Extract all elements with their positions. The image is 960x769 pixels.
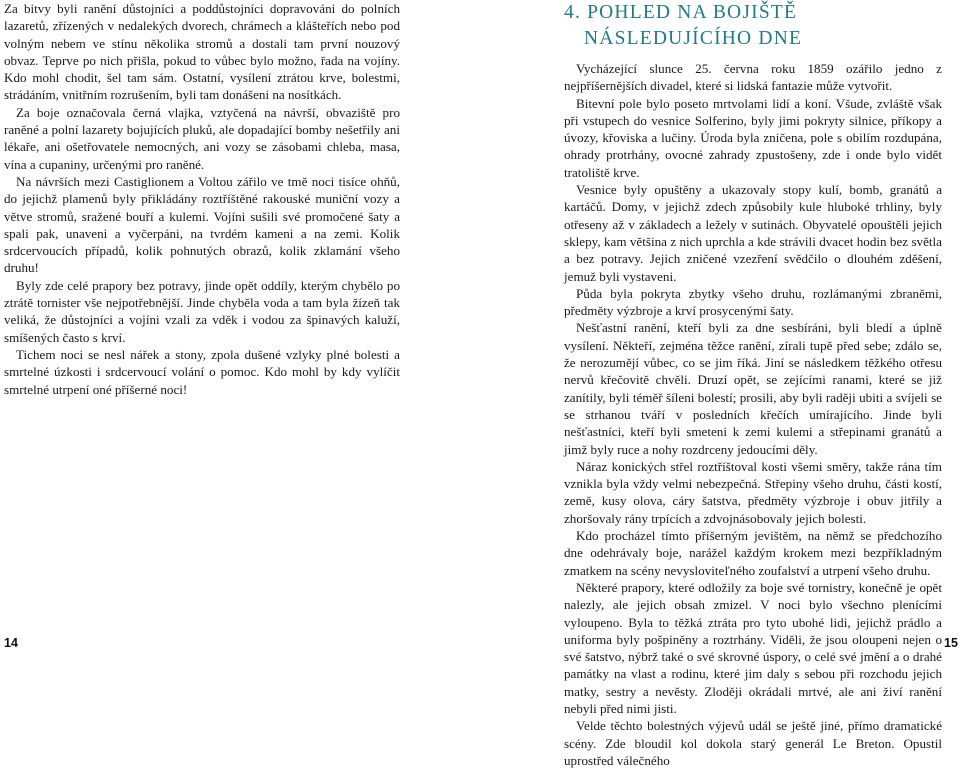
chapter-heading-line1: 4. POHLED NA BOJIŠTĚ [564, 2, 798, 23]
paragraph: Kdo procházel tímto příšerným jevištěm, na němž se předchozího dne odehrávaly boje, narážel každým krokem mezi bezpříkladným zmatkem na scény nevysloviteľného zoufalství a utrpení všeho druhu. [564, 528, 942, 578]
page-number: 15 [944, 636, 958, 650]
paragraph: Vycházející slunce 25. června roku 1859 ozářilo jedno z nejpříšernějších divadel, které si lidská fantazie může vytvořit. [564, 61, 942, 94]
paragraph: Za bitvy byli ranění důstojníci a poddůstojníci dopravováni do polních lazaretů, zřízených v nedalekých dvorech, chrámech a klášteřích nebo pod volným nebem ve stínu několika stromů a dostali tam první nouzový obvaz. Teprve po nich přišla, pokud to vůbec bylo možno, řada na vojíny. Kdo mohl chodit, šel tam sám. Ostatní, vysílení ztrátou krve, bolestmi, strádáním, vnitřním rozrušením, byli tam donášeni na nosítkách. [4, 1, 400, 103]
paragraph: Tichem noci se nesl nářek a stony, zpola dušené vzlyky plné bolesti a smrtelné úzkosti i srdcervoucí volání o pomoc. Kdo mohl by kdy vylíčit smrtelné utrpení oné příšerné noci! [4, 346, 400, 397]
chapter-heading [564, 0, 944, 52]
paragraph: Za boje označovala černá vlajka, vztyčená na návrší, obvaziště pro raněné a polní lazarety bojujících pluků, ale dopadající bomby nešetřily ani lékaře, ani ošetřovatele nemocných, ani vozy se zásobami chleba, masa, vína a cupaniny, určenými pro raněné. [4, 104, 400, 172]
paragraph: Nešťastní ranění, kteří byli za dne sesbíráni, byli bledí a úplně vysílení. Někteří, zejména těžce ranění, zírali tupě před sebe; zdálo se, že nerozumějí vůbec, co se jim říká. Jiní se následkem těžkého otřesu nervů křečovitě chvěli. Druzí opět, se zejícími ranami, které se již zanítily, byli téměř šíleni bolestí; prosili, aby byli raději ubiti a svíjeli se se strhanou tváří v posledních křečích umírajícího. Jinde byli nešťastníci, kteří byli smeteni k zemi kulemi a střepinami granátů a jimž byly ruce a nohy rozdrceny jedoucími děly. [564, 320, 942, 457]
chapter-heading-line2: NÁSLEDUJÍCÍHO DNE [584, 28, 803, 49]
page-number: 14 [4, 636, 18, 650]
left-text-column [4, 0, 400, 398]
left-page [0, 0, 480, 653]
paragraph: Půda byla pokryta zbytky všeho druhu, rozlámanými zbraněmi, předměty výzbroje a krví prosycenými šaty. [564, 285, 942, 319]
paragraph: Velde těchto bolestných výjevů udál se ještě jiné, přímo dramatické scény. Zde bloudil kol dokola starý generál Le Breton. Opustil uprostřed válečného [564, 718, 942, 768]
paragraph: Vesnice byly opuštěny a ukazovaly stopy kulí, bomb, granátů a kartáčů. Domy, v jejichž zdech způsobily kule hluboké trhliny, byly otřeseny až v základech a ležely v sutinách. Obyvatelé opouštěli jejich sklepy, kam většina z nich uprchla a kde strávili dvacet hodin bez světla a bez potravy. Jejich zničené vzezření svědčilo o dlouhém zděšení, jemuž byli vystaveni. [564, 182, 942, 284]
paragraph: Byly zde celé prapory bez potravy, jinde opět oddíly, kterým chybělo po ztrátě tornister vše nejpotřebnější. Jinde chyběla voda a tam byla žízeň tak veliká, že důstojníci a vojíni vzali za vděk i vodou za špinavých kaluží, smíšených často s krví. [4, 277, 400, 345]
paragraph: Náraz konických střel roztříštoval kosti všemi směry, takže rána tím vznikla byla vždy velmi nebezpečná. Střepiny všeho druhu, části kostí, země, kusy olova, cáry šatstva, předměty výzbroje i obuv jitřily a zhoršovaly rány trpících a zdvojnásobovaly jejich bolesti. [564, 458, 942, 526]
paragraph: Bitevní pole bylo poseto mrtvolami lidí a koní. Všude, zvláště však při vstupech do vesnice Solferino, byly jimi pokryty silnice, příkopy a úvozy, křoviska a lučiny. Úroda byla zničena, pole s obilím rozdupána, ohrady protrhány, ovocné zahrady zpustošeny, zde i onde bylo vidět tratoliště krve. [564, 95, 942, 180]
right-text-column [564, 60, 942, 769]
paragraph: Některé prapory, které odložily za boje své tornistry, konečně je opět nalezly, ale jejich obsah zmizel. V noci bylo všechno plenícími vyloupeno. Byla to těžká ztráta pro tyto ubohé lidi, jejichž prádlo a uniforma byly pošpiněny a roztrhány. Viděli, že jsou oloupeni nejen o své šatstvo, nýbrž také o své skrovné úspory, o celé své jmění a o drahé památky na vlast a rodinu, které jim daly s sebou při rozchodu jejich matky, sestry a nevěsty. Zloději okrádali mrtvé, ale ani živí ranění nebyli před nimi jisti. [564, 579, 942, 716]
right-page [480, 0, 960, 768]
paragraph: Na návrších mezi Castiglionem a Voltou zářilo ve tmě noci tisíce ohňů, do jejichž plamenů byly přikládány roztříštěné rakouské muniční vozy a větve stromů, sražené bouří a kulemi. Vojíni sušili své promočené šaty a spali pak, unaveni a vyčerpáni, na tvrdém kameni a na zemi. Kolik srdcervoucích případů, kolik pohnutých obrazů, kolik zklamání všeho druhu! [4, 173, 400, 276]
